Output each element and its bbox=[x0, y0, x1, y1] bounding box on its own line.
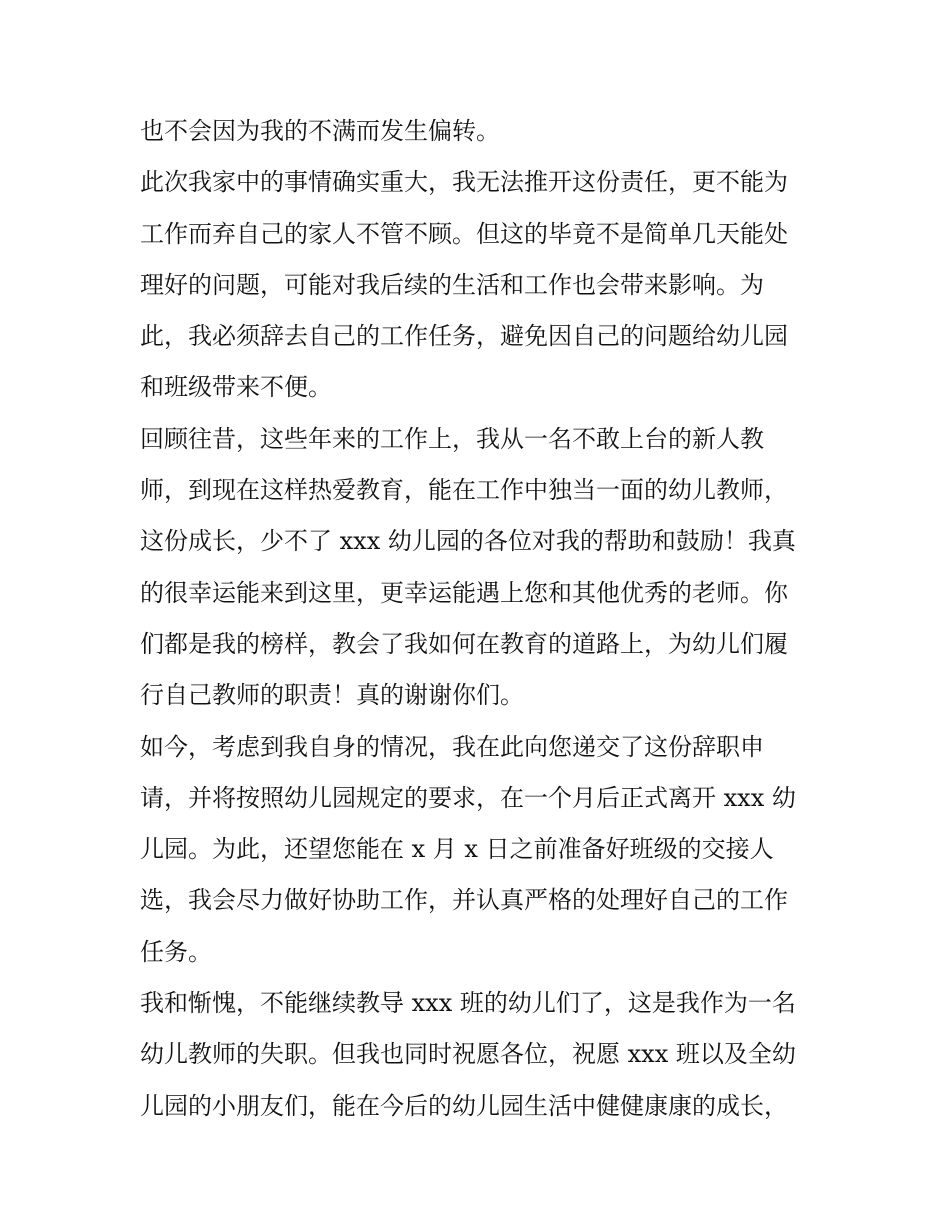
text-line: 们都是我的榜样，教会了我如何在教育的道路上，为幼儿们履 bbox=[140, 629, 788, 658]
text-line: 此次我家中的事情确实重大，我无法推开这份责任，更不能为 bbox=[140, 168, 788, 197]
text-line: 和班级带来不便。 bbox=[140, 373, 332, 402]
text-line: 儿园。为此，还望您能在 x 月 x 日之前准备好班级的交接人 bbox=[140, 835, 774, 864]
text-line: 回顾往昔，这些年来的工作上，我从一名不敢上台的新人教 bbox=[140, 424, 764, 453]
text-line: 的很幸运能来到这里，更幸运能遇上您和其他优秀的老师。你 bbox=[140, 578, 788, 607]
text-line: 请，并将按照幼儿园规定的要求，在一个月后正式离开 xxx 幼 bbox=[140, 783, 796, 812]
text-line: 儿园的小朋友们，能在今后的幼儿园生活中健健康康的成长， bbox=[140, 1091, 788, 1120]
text-line: 理好的问题，可能对我后续的生活和工作也会带来影响。为 bbox=[140, 270, 764, 299]
text-line: 如今，考虑到我自身的情况，我在此向您递交了这份辞职申 bbox=[140, 732, 764, 761]
text-line: 我和惭愧，不能继续教导 xxx 班的幼儿们了，这是我作为一名 bbox=[140, 989, 796, 1018]
text-line: 此，我必须辞去自己的工作任务，避免因自己的问题给幼儿园 bbox=[140, 322, 788, 351]
text-line: 工作而弃自己的家人不管不顾。但这的毕竟不是简单几天能处 bbox=[140, 219, 788, 248]
text-line: 这份成长，少不了 xxx 幼儿园的各位对我的帮助和鼓励！我真 bbox=[140, 527, 796, 556]
text-line: 师，到现在这样热爱教育，能在工作中独当一面的幼儿教师， bbox=[140, 476, 788, 505]
text-line: 选，我会尽力做好协助工作，并认真严格的处理好自己的工作 bbox=[140, 886, 788, 915]
text-line: 幼儿教师的失职。但我也同时祝愿各位，祝愿 xxx 班以及全幼 bbox=[140, 1040, 796, 1069]
letter-body bbox=[140, 106, 820, 1132]
text-line: 也不会因为我的不满而发生偏转。 bbox=[140, 117, 500, 145]
text-line: 行自己教师的职责！真的谢谢你们。 bbox=[140, 681, 524, 710]
text-line: 任务。 bbox=[140, 937, 212, 966]
